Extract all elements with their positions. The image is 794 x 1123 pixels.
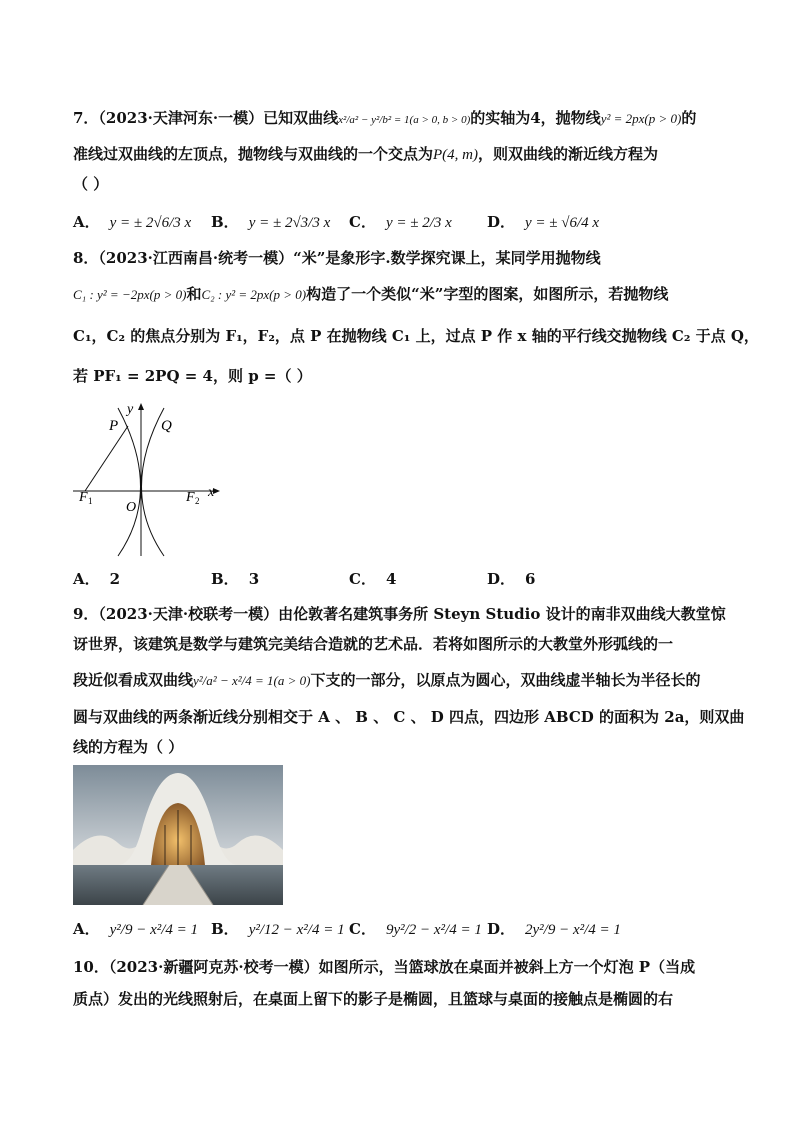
q8-option-d[interactable]: D． 6 [487, 570, 536, 588]
q7-line1 [73, 108, 734, 130]
label-p: P [109, 418, 119, 434]
q7-parabola-eq: y² = 2px(p > 0) [600, 111, 682, 126]
q9-option-a[interactable]: A． y²/9 − x²/4 = 1 [73, 920, 199, 938]
label-y: y [127, 402, 134, 417]
q7-line2a: 准线过双曲线的左顶点，抛物线与双曲线的一个交点为 [73, 145, 434, 163]
label-f1: F [79, 490, 88, 505]
q7-hyperbola-eq: x²/a² − y²/b² = 1(a > 0, b > 0) [338, 114, 471, 126]
q7-mid2: 的 [681, 109, 697, 127]
y-axis-arrow [138, 403, 144, 410]
q9-option-d[interactable]: D． 2y²/9 − x²/4 = 1 [487, 920, 621, 938]
q10-line1: 10．（2023·新疆阿克苏·校考一模）如图所示，当篮球放在桌面并被斜上方一个灯泡 P（当成 [73, 958, 696, 976]
label-f2-sub: 2 [195, 496, 200, 506]
q9-line3: 段近似看成双曲线y²/a² − x²/4 = 1(a > 0)下支的一部分，以原点为圆心，双曲线虚半轴长为半径长的 [73, 671, 701, 689]
q7-point: P(4, m) [433, 147, 479, 163]
q8-option-a[interactable]: A． 2 [73, 570, 121, 588]
q10-line2: 质点）发出的光线照射后，在桌面上留下的影子是椭圆，且篮球与桌面的接触点是椭圆的右 [73, 990, 674, 1008]
label-f2: F [186, 490, 195, 505]
q8-line4: 若 PF₁ = 2PQ = 4，则 p =（ ） [73, 367, 312, 385]
q9-option-b[interactable]: B． y²/12 − x²/4 = 1 [211, 920, 345, 938]
q7-option-b[interactable]: B． y = ± 2√3/3 x [211, 213, 331, 231]
q8-line3: C₁，C₂ 的焦点分别为 F₁，F₂，点 P 在抛物线 C₁ 上，过点 P 作 x 轴的平行线交抛物线 C₂ 于点 Q， [73, 327, 759, 345]
q7-mid1: 的实轴为4，抛物线 [470, 109, 601, 127]
q9-line4: 圆与双曲线的两条渐近线分别相交于 A 、 B 、 C 、 D 四点，四边形 ABCD 的面积为 2a，则双曲 [73, 708, 745, 726]
q8-line2: C₁ : y² = −2px(p > 0)和C₂ : y² = 2px(p > 0)构造了一个类似“米”字型的图案，如图所示，若抛物线 [73, 285, 669, 303]
q7-head: 7．（2023·天津河东·一模）已知双曲线 [73, 109, 339, 127]
segment-pf1 [85, 426, 128, 491]
parabola-c1 [118, 408, 141, 556]
label-x: x [208, 485, 215, 500]
label-o: O [126, 500, 137, 515]
q9-line5: 线的方程为（ ） [73, 738, 184, 756]
q7-option-a[interactable]: A． y = ± 2√6/3 x [73, 213, 192, 231]
q7-option-d[interactable]: D． y = ± √6/4 x [487, 213, 600, 231]
label-f1-sub: 1 [88, 496, 93, 506]
q9-option-c[interactable]: C． 9y²/2 − x²/4 = 1 [349, 920, 482, 938]
q8-figure [73, 400, 233, 560]
q7-line2 [73, 144, 734, 165]
q7-option-c[interactable]: C． y = ± 2/3 x [349, 213, 452, 231]
q9-line1: 9．（2023·天津·校联考一模）由伦敦著名建筑事务所 Steyn Studio 设计的南非双曲线大教堂惊 [73, 605, 726, 623]
q8-line1: 8．（2023·江西南昌·统考一模）“米”是象形字.数学探究课上，某同学用抛物线 [73, 249, 601, 267]
q9-line2: 讶世界，该建筑是数学与建筑完美结合造就的艺术品．若将如图所示的大教堂外形弧线的一 [73, 635, 674, 653]
cathedral-photo [73, 765, 283, 905]
label-q: Q [161, 418, 172, 434]
q7-line2b: ，则双曲线的渐近线方程为 [478, 145, 659, 163]
q8-option-c[interactable]: C． 4 [349, 570, 397, 588]
q7-bracket: （ ） [73, 175, 109, 193]
q8-option-b[interactable]: B． 3 [211, 570, 260, 588]
